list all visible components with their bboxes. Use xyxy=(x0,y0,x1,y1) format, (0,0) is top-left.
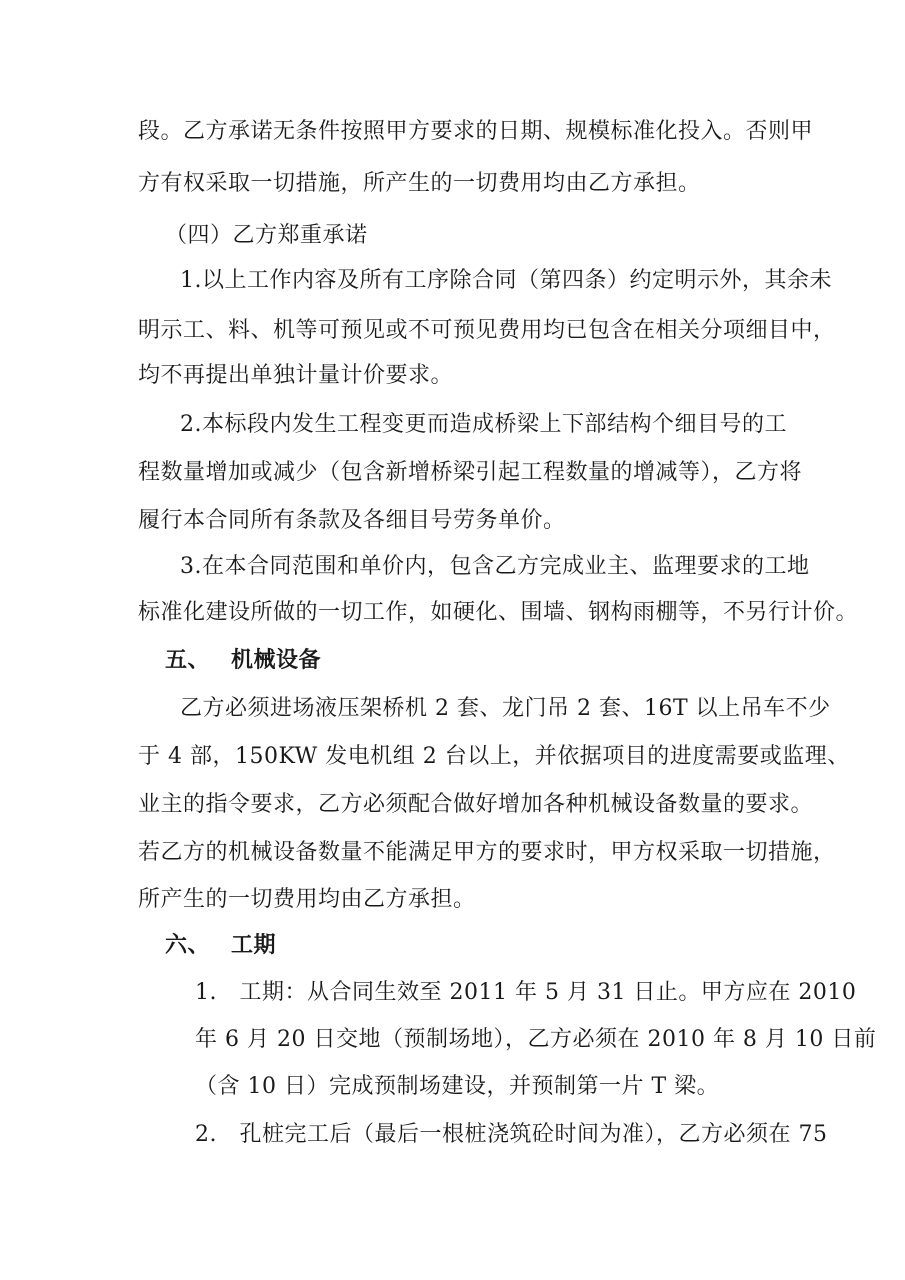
text-line: 方有权采取一切措施，所产生的一切费用均由乙方承担。 xyxy=(138,171,701,196)
text-line: （含 10 日）完成预制场建设，并预制第一片 T 梁。 xyxy=(195,1074,720,1099)
text-line: 1.以上工作内容及所有工序除合同（第四条）约定明示外，其余未 xyxy=(180,268,832,293)
text-line: 履行本合同所有条款及各细目号劳务单价。 xyxy=(138,508,566,533)
text-line: 业主的指令要求，乙方必须配合做好增加各种机械设备数量的要求。 xyxy=(138,792,814,817)
text-line: 标准化建设所做的一切工作，如硬化、围墙、钢构雨棚等，不另行计价。 xyxy=(138,600,859,625)
section-heading-six xyxy=(165,930,276,960)
text-line: 所产生的一切费用均由乙方承担。 xyxy=(138,887,476,912)
section-title: 工期 xyxy=(231,932,277,958)
subsection-heading: （四）乙方郑重承诺 xyxy=(165,223,368,248)
text-line: 若乙方的机械设备数量不能满足甲方的要求时，甲方权采取一切措施， xyxy=(138,840,836,865)
text-line: 均不再提出单独计量计价要求。 xyxy=(138,363,454,388)
section-number: 六、 xyxy=(165,932,211,958)
section-number: 五、 xyxy=(165,647,211,673)
text-line: 段。乙方承诺无条件按照甲方要求的日期、规模标准化投入。否则甲 xyxy=(138,119,814,144)
section-title: 机械设备 xyxy=(231,647,322,673)
text-line: 乙方必须进场液压架桥机 2 套、龙门吊 2 套、16T 以上吊车不少 xyxy=(180,696,831,721)
text-line: 年 6 月 20 日交地（预制场地），乙方必须在 2010 年 8 月 10 日前 xyxy=(195,1027,877,1052)
text-line: 明示工、料、机等可预见或不可预见费用均已包含在相关分项细目中， xyxy=(138,318,836,343)
text-line: 于 4 部，150KW 发电机组 2 台以上，并依据项目的进度需要或监理、 xyxy=(138,744,850,769)
text-line: 2. 孔桩完工后（最后一根桩浇筑砼时间为准），乙方必须在 75 xyxy=(195,1122,828,1147)
text-line: 2.本标段内发生工程变更而造成桥梁上下部结构个细目号的工 xyxy=(180,412,787,437)
section-heading-five xyxy=(165,645,321,675)
text-line: 1. 工期：从合同生效至 2011 年 5 月 31 日止。甲方应在 2010 xyxy=(195,980,857,1005)
text-line: 3.在本合同范围和单价内，包含乙方完成业主、监理要求的工地 xyxy=(180,554,810,579)
text-line: 程数量增加或减少（包含新增桥梁引起工程数量的增减等），乙方将 xyxy=(138,460,803,485)
